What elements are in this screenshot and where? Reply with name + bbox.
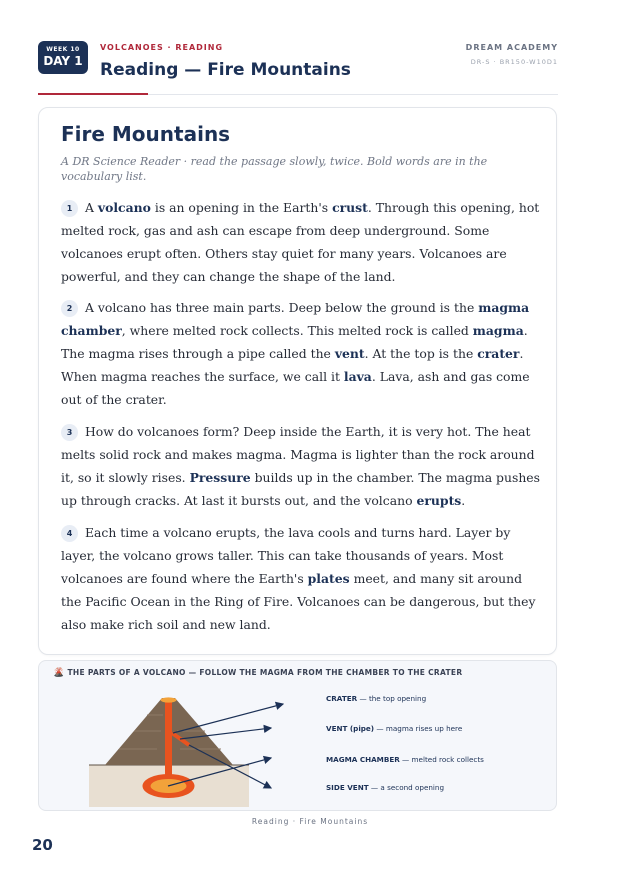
diagram-label: CRATER — the top opening [326, 694, 427, 703]
paragraph-text: . When magma reaches the surface, we call it [61, 346, 524, 384]
paragraph-text: . Lava, ash and gas come out of the crater. [61, 369, 530, 407]
paragraph-text: How do volcanoes form? Deep inside the Earth, it is very hot. The heat melts solid rock and makes magma. Magma is lighter than the rock around it, so it slowly rises. [61, 424, 535, 485]
diagram-label: SIDE VENT — a second opening [326, 783, 445, 792]
paragraph [61, 196, 541, 288]
crater-opening [161, 697, 177, 702]
volcano-icon: 🌋 [53, 668, 65, 678]
paragraph-text: meet, and many sit around the Pacific Ocean in the Ring of Fire. Volcanoes can be dangerous, but they also make rich soil and new land. [61, 571, 536, 632]
paragraph [61, 521, 541, 636]
vocabulary-word: magma [472, 323, 524, 338]
label-term: VENT (pipe) [326, 724, 375, 733]
label-term: SIDE VENT [326, 783, 369, 792]
paragraph-text: . Through this opening, hot melted rock, gas and ash can escape from deep underground. Some volcanoes erupt often. Others stay quiet for many years. Volcanoes are powerful, and they can change the shape of the land. [61, 200, 540, 284]
paragraph-text: . At the top is the [364, 346, 478, 361]
vocabulary-word: vent [334, 346, 365, 361]
label-description: a second opening [380, 783, 445, 792]
page-title: Reading — Fire Mountains [100, 60, 351, 80]
brand-name: DREAM ACADEMY [465, 43, 558, 52]
volcano-diagram [38, 660, 557, 811]
paragraph-number: 1 [61, 200, 78, 217]
paragraph-number: 2 [61, 300, 78, 317]
article-intro: A DR Science Reader · read the passage slowly, twice. Bold words are in the vocabulary list. [61, 155, 488, 183]
section-kicker: VOLCANOES · READING [100, 43, 224, 52]
main-vent [165, 699, 172, 787]
vocabulary-word: plates [307, 571, 350, 586]
paragraph [61, 420, 541, 512]
paragraph-text: . [461, 493, 466, 508]
label-description: melted rock collects [411, 755, 484, 764]
diagram-label: VENT (pipe) — magma rises up here [326, 724, 463, 733]
article-heading: Fire Mountains [61, 122, 231, 146]
day-label: DAY 1 [43, 54, 83, 68]
paragraph-text: Each time a volcano erupts, the lava cools and turns hard. Layer by layer, the volcano grows taller. This can take thousands of years. Most volcanoes are found where the Earth's [61, 525, 511, 586]
paragraph-text: A [85, 200, 98, 215]
label-term: MAGMA CHAMBER [326, 755, 400, 764]
vocabulary-word: crust [332, 200, 368, 215]
document-code: DR-S · BR150-W10D1 [470, 58, 558, 66]
label-term: CRATER [326, 694, 358, 703]
volcano-illustration [39, 661, 558, 812]
paragraph-text: is an opening in the Earth's [150, 200, 333, 215]
vocabulary-word: lava [343, 369, 372, 384]
label-description: the top opening [368, 694, 427, 703]
paragraph [61, 296, 541, 411]
page-header [38, 40, 558, 96]
day-badge [38, 41, 88, 74]
header-accent-rule [38, 93, 148, 95]
vocabulary-word: magma chamber [61, 300, 530, 338]
paragraph-number: 4 [61, 525, 78, 542]
paragraph-number: 3 [61, 424, 78, 441]
vocabulary-word: volcano [97, 200, 151, 215]
paragraph-text: , where melted rock collects. This melted rock is called [121, 323, 473, 338]
header-divider [148, 94, 558, 95]
paragraph-text: A volcano has three main parts. Deep below the ground is the [85, 300, 479, 315]
vocabulary-word: crater [477, 346, 520, 361]
diagram-heading-text: THE PARTS OF A VOLCANO — FOLLOW THE MAGMA FROM THE CHAMBER TO THE CRATER [67, 668, 463, 677]
page-number: 20 [32, 836, 53, 854]
paragraph-text: builds up in the chamber. The magma pushes up through cracks. At last it bursts out, and the volcano [61, 470, 540, 508]
label-description: magma rises up here [385, 724, 463, 733]
diagram-label: MAGMA CHAMBER — melted rock collects [326, 755, 484, 764]
vocabulary-word: Pressure [189, 470, 251, 485]
week-label: WEEK 10 [46, 46, 80, 53]
reading-card [38, 107, 557, 655]
vocabulary-word: erupts [416, 493, 462, 508]
page-footer: Reading · Fire Mountains [251, 817, 369, 826]
paragraph-text: . The magma rises through a pipe called the [61, 323, 528, 361]
